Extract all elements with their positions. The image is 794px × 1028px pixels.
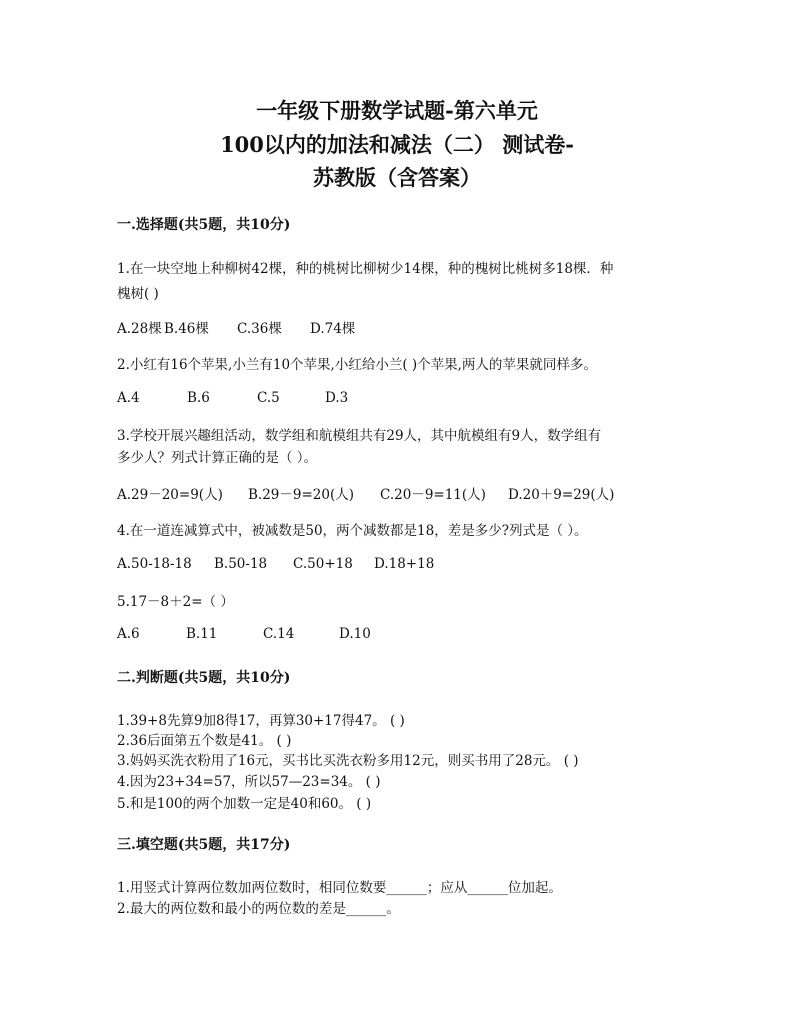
fill-in-item-2: 2.最大的两位数和最小的两位数的差是______。 xyxy=(117,901,400,917)
fill-in-item-1: 1.用竖式计算两位数加两位数时，相同位数要______；应从______位加起。 xyxy=(117,880,562,896)
option-b: B.46棵 xyxy=(164,321,209,337)
option-c: C.36棵 xyxy=(237,321,282,337)
question-4-text: 4.在一道连减算式中，被减数是50，两个减数都是18，差是多少?列式是（ ）。 xyxy=(117,523,588,539)
question-3-options xyxy=(117,483,614,503)
document-title-line-3: 苏教版（含答案） xyxy=(313,165,481,190)
question-5-options xyxy=(117,626,371,642)
judgement-item-3: 3.妈妈买洗衣粉用了16元，买书比买洗衣粉多用12元，则买书用了28元。 ( ) xyxy=(117,753,579,769)
option-a: A.6 xyxy=(117,626,140,642)
section-heading-judgement: 二.判断题(共5题，共10分) xyxy=(117,670,291,686)
document-title-line-1: 一年级下册数学试题-第六单元 xyxy=(256,98,538,123)
option-a: A.50-18-18 xyxy=(117,556,192,572)
question-1-text-cont: 槐树( ) xyxy=(117,286,159,302)
option-d: D.3 xyxy=(325,390,349,406)
option-b: B.11 xyxy=(186,626,218,642)
judgement-item-4: 4.因为23+34=57，所以57—23=34。 ( ) xyxy=(117,774,381,790)
question-2-options xyxy=(117,390,348,406)
option-d: D.74棵 xyxy=(310,321,356,337)
option-b: B.29－9=20(人) xyxy=(248,487,355,503)
question-3-text: 3.学校开展兴趣组活动，数学组和航模组共有29人，其中航模组有9人，数学组有 xyxy=(117,428,602,444)
section-heading-fill-in: 三.填空题(共5题，共17分) xyxy=(117,837,291,853)
judgement-item-2: 2.36后面第五个数是41。 ( ) xyxy=(117,733,292,749)
option-d: D.10 xyxy=(339,626,371,642)
option-c: C.5 xyxy=(257,390,280,406)
question-3-text-cont: 多少人？列式计算正确的是（ ）。 xyxy=(117,450,318,466)
option-c: C.20－9=11(人) xyxy=(380,487,486,503)
option-c: C.50+18 xyxy=(293,556,353,572)
judgement-item-1: 1.39+8先算9加8得17，再算30+17得47。 ( ) xyxy=(117,713,405,729)
question-1-text: 1.在一块空地上种柳树42棵，种的桃树比柳树少14棵，种的槐树比桃树多18棵．种 xyxy=(117,261,614,277)
option-a: A.29－20=9(人) xyxy=(117,487,223,503)
option-a: A.4 xyxy=(117,390,140,406)
question-1-options xyxy=(117,317,355,337)
option-d: D.20＋9=29(人) xyxy=(508,487,615,503)
judgement-item-5: 5.和是100的两个加数一定是40和60。 ( ) xyxy=(117,796,372,812)
option-d: D.18+18 xyxy=(374,556,435,572)
option-b: B.6 xyxy=(187,390,210,406)
question-5-text: 5.17－8＋2=（ ） xyxy=(117,594,234,610)
document-title-line-2: 100以内的加法和减法（二） 测试卷- xyxy=(220,132,574,157)
option-a: A.28棵 xyxy=(117,321,162,337)
question-4-options xyxy=(117,556,434,572)
option-b: B.50-18 xyxy=(214,556,268,572)
question-2-text: 2.小红有16个苹果,小兰有10个苹果,小红给小兰( )个苹果,两人的苹果就同样多。 xyxy=(117,357,597,373)
option-c: C.14 xyxy=(263,626,295,642)
section-heading-choice: 一.选择题(共5题，共10分) xyxy=(117,217,291,233)
